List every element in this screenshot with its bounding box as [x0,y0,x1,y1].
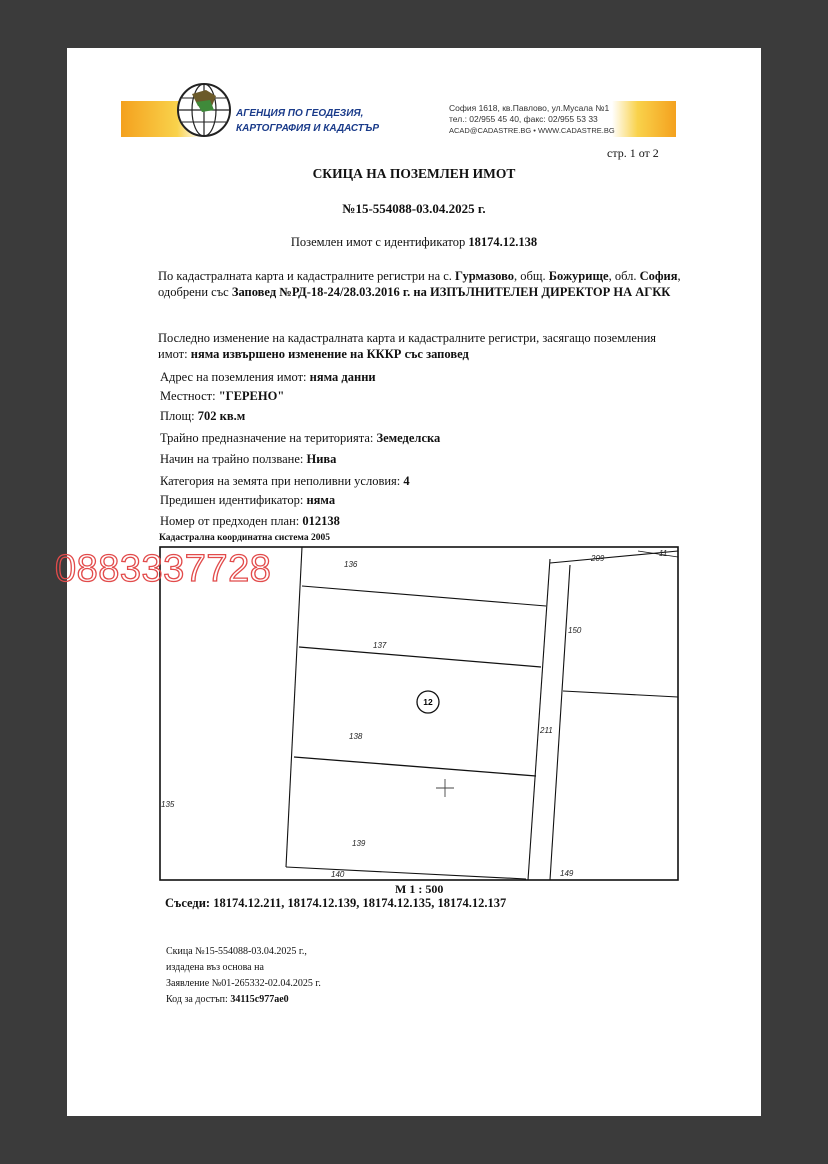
agency-globe-logo [176,80,232,140]
property-identifier-line [0,235,828,250]
header-color-band-right [612,101,676,137]
document-title: СКИЦА НА ПОЗЕМЛЕН ИМОТ [312,166,516,181]
neighbors-value: 18174.12.211, 18174.12.139, 18174.12.135, 18174.12.137 [213,896,507,910]
field-value: 702 кв.м [197,409,246,423]
cadastral-basis-paragraph [158,268,683,300]
last-change-paragraph [158,330,683,362]
field-locality [160,389,284,404]
field-usage [160,452,336,467]
field-label: Местност: [160,389,216,403]
map-frame [160,547,678,880]
footer-access-code [166,992,321,1008]
parcel-label-140: 140 [331,870,345,879]
field-land-category [160,474,410,489]
intro-text: По кадастралната карта и кадастралните регистри на с. [158,269,452,283]
field-value: 012138 [302,514,340,528]
village-name: Гурмазово [455,269,515,283]
footer-block [166,944,321,1008]
field-territory-purpose [160,431,440,446]
last-change-value: няма извършено изменение на КККР със заповед [190,347,469,361]
footer-sketch-number: Скица №15-554088-03.04.2025 г., [166,946,307,957]
field-value: няма данни [309,370,376,384]
footer-issued-based-on: издадена въз основа на [166,962,264,973]
intro-text: , одобрени със [158,269,681,299]
document-number: №15-554088-03.04.2025 г. [342,201,486,216]
field-label: Номер от предходен план: [160,514,300,528]
neighbors-label: Съседи: [165,896,211,910]
parcel-label-211: 211 [540,726,553,735]
intro-text: , обл. [608,269,637,283]
field-value: "ГЕРЕНО" [218,389,285,403]
agency-name-line1: АГЕНЦИЯ ПО ГЕОДЕЗИЯ, [236,108,364,119]
property-identifier: 18174.12.138 [468,235,538,249]
approval-order: Заповед №РД-18-24/28.03.2016 г. на ИЗПЪЛНИТЕЛЕН ДИРЕКТОР НА АГКК [231,285,671,299]
access-code-value: 34115c977ae0 [230,994,289,1005]
parcel-label-149: 149 [560,869,574,878]
agency-web: ACAD@CADASTRE.BG • WWW.CADASTRE.BG [449,126,615,135]
field-previous-plan-number [160,514,340,529]
intro-text: , общ. [514,269,546,283]
parcel-label-139: 139 [352,839,366,848]
parcel-label-135: 135 [161,800,175,809]
footer-application-number: Заявление №01-265332-02.04.2025 г. [166,978,321,989]
page-indicator: стр. 1 от 2 [607,146,659,160]
field-label: Категория на земята при неполивни условия: [160,474,401,488]
field-label: Трайно предназначение на територията: [160,431,374,445]
coordinate-system-label: Кадастрална координатна система 2005 [159,533,330,543]
parcel-label-138: 138 [349,732,363,741]
field-value: няма [306,493,336,507]
field-label: Площ: [160,409,195,423]
field-value: Земеделска [376,431,441,445]
field-area [160,409,245,424]
agency-phone: тел.: 02/955 45 40, факс: 02/955 53 33 [449,114,598,124]
field-label: Предишен идентификатор: [160,493,304,507]
agency-name [236,106,379,136]
field-value: Нива [306,452,337,466]
agency-name-line2: КАРТОГРАФИЯ И КАДАСТЪР [236,123,380,134]
agency-address: София 1618, кв.Павлово, ул.Мусала №1 [449,103,610,113]
parcel-label-150: 150 [568,626,582,635]
field-label: Начин на трайно ползване: [160,452,304,466]
field-address [160,370,376,385]
field-value: 4 [403,474,410,488]
map-scale: М 1 : 500 [395,882,444,896]
region-name: София [639,269,678,283]
municipality-name: Божурище [548,269,609,283]
parcel-label-137: 137 [373,641,387,650]
access-code-label: Код за достъп: [166,994,228,1005]
parcel-label-209: 209 [591,554,605,563]
cadastral-map [158,545,680,882]
last-change-label: Последно изменение на кадастралната карта и кадастралните регистри, засягащо поземления имот: [158,331,657,361]
field-previous-identifier [160,493,335,508]
field-label: Адрес на поземления имот: [160,370,307,384]
agency-contact [449,103,619,136]
property-identifier-label: Поземлен имот с идентификатор [290,235,466,249]
subject-parcel-number: 12 [423,697,433,707]
parcel-label-136: 136 [344,560,358,569]
neighbors-line [165,896,506,911]
watermark-phone-number: 0883337728 [55,548,272,590]
parcel-label-11: 11 [659,549,668,558]
